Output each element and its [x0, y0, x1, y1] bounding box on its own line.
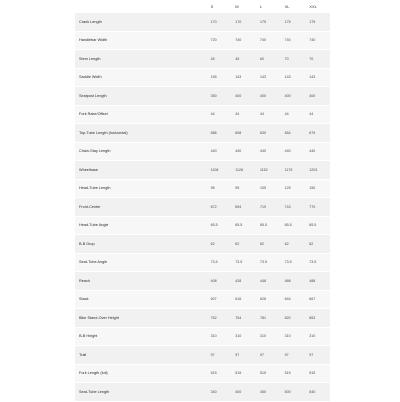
size-value-cell: 143	[256, 69, 281, 87]
size-value-cell: 73.5	[281, 254, 306, 272]
size-value-cell: 616	[231, 291, 256, 309]
size-value-cell: 608	[231, 124, 256, 142]
size-value-cell: 1128	[231, 161, 256, 179]
size-value-cell: 70	[305, 50, 330, 68]
table-row	[75, 106, 330, 124]
size-value-cell: 95	[231, 180, 256, 198]
size-value-cell: 73.5	[256, 254, 281, 272]
size-header-xxl: XXL	[305, 1, 330, 12]
size-value-cell: 44	[256, 106, 281, 124]
size-value-cell: 350	[207, 87, 232, 105]
size-value-cell: 73.5	[305, 254, 330, 272]
size-value-cell: 73.5	[207, 254, 232, 272]
row-label: Seat-Tube Length	[75, 383, 207, 401]
size-value-cell: 97	[305, 346, 330, 364]
size-value-cell: 65.5	[231, 217, 256, 235]
size-value-cell: 654	[281, 124, 306, 142]
size-value-cell: 754	[231, 309, 256, 327]
geometry-rows	[75, 13, 330, 401]
size-value-cell: 44	[281, 106, 306, 124]
table-row	[75, 346, 330, 364]
size-value-cell: 310	[305, 328, 330, 346]
size-value-cell: 62	[231, 235, 256, 253]
row-label: Stem Length	[75, 50, 207, 68]
table-row	[75, 87, 330, 105]
size-value-cell: 1152	[256, 161, 281, 179]
table-row	[75, 32, 330, 50]
table-row	[75, 328, 330, 346]
table-row	[75, 217, 330, 235]
size-value-cell: 1175	[281, 161, 306, 179]
row-label: Head-Tube Length	[75, 180, 207, 198]
row-label: Wheelbase	[75, 161, 207, 179]
table-row	[75, 272, 330, 290]
row-label: B-B Height	[75, 328, 207, 346]
size-value-cell: 630	[256, 124, 281, 142]
table-row	[75, 254, 330, 272]
table-row	[75, 383, 330, 401]
size-value-cell: 644	[281, 291, 306, 309]
size-value-cell: 468	[281, 272, 306, 290]
row-label: Reach	[75, 272, 207, 290]
header-blank	[75, 1, 207, 12]
size-value-cell: 44	[305, 106, 330, 124]
size-value-cell: 143	[281, 69, 306, 87]
size-value-cell: 719	[256, 198, 281, 216]
size-value-cell: 515	[231, 365, 256, 383]
size-value-cell: 310	[231, 328, 256, 346]
size-value-cell: 853	[305, 309, 330, 327]
size-value-cell: 428	[231, 272, 256, 290]
size-value-cell: 515	[256, 365, 281, 383]
size-header-row	[75, 1, 330, 12]
size-value-cell: 175	[281, 13, 306, 31]
row-label: Fork Length (full)	[75, 365, 207, 383]
size-value-cell: 740	[231, 32, 256, 50]
size-value-cell: 62	[256, 235, 281, 253]
size-value-cell: 586	[207, 124, 232, 142]
size-value-cell: 515	[305, 365, 330, 383]
size-value-cell: 488	[305, 272, 330, 290]
size-value-cell: 73.5	[231, 254, 256, 272]
row-label: Stack	[75, 291, 207, 309]
row-label: B-B Drop	[75, 235, 207, 253]
table-row	[75, 13, 330, 31]
size-value-cell: 65.5	[281, 217, 306, 235]
size-value-cell: 97	[231, 346, 256, 364]
size-value-cell: 515	[207, 365, 232, 383]
size-value-cell: 1203	[305, 161, 330, 179]
table-row	[75, 143, 330, 161]
size-value-cell: 97	[207, 346, 232, 364]
size-value-cell: 500	[281, 383, 306, 401]
size-value-cell: 150	[305, 180, 330, 198]
size-header-m: M	[231, 1, 256, 12]
size-value-cell: 65.5	[256, 217, 281, 235]
row-label: Handlebar Width	[75, 32, 207, 50]
size-value-cell: 65.5	[207, 217, 232, 235]
size-value-cell: 694	[231, 198, 256, 216]
size-value-cell: 340	[207, 383, 232, 401]
size-value-cell: 450	[256, 383, 281, 401]
row-label: Crank Length	[75, 13, 207, 31]
size-value-cell: 667	[305, 291, 330, 309]
size-value-cell: 125	[281, 180, 306, 198]
size-value-cell: 408	[207, 272, 232, 290]
size-value-cell: 820	[281, 309, 306, 327]
size-value-cell: 143	[305, 69, 330, 87]
size-value-cell: 440	[281, 143, 306, 161]
size-value-cell: 97	[281, 346, 306, 364]
row-label: Saddle Width	[75, 69, 207, 87]
table-row	[75, 365, 330, 383]
geometry-table	[75, 0, 330, 402]
size-value-cell: 1108	[207, 161, 232, 179]
size-value-cell: 175	[305, 13, 330, 31]
size-value-cell: 95	[207, 180, 232, 198]
size-value-cell: 70	[281, 50, 306, 68]
size-value-cell: 170	[231, 13, 256, 31]
size-value-cell: 626	[256, 291, 281, 309]
size-value-cell: 440	[231, 143, 256, 161]
table-row	[75, 180, 330, 198]
size-value-cell: 175	[256, 13, 281, 31]
size-value-cell: 400	[256, 87, 281, 105]
size-header-l: L	[256, 1, 281, 12]
row-label: Seat-Tube Angle	[75, 254, 207, 272]
table-row	[75, 124, 330, 142]
row-label: Seatpost Length	[75, 87, 207, 105]
size-value-cell: 400	[231, 383, 256, 401]
size-value-cell: 60	[256, 50, 281, 68]
size-value-cell: 62	[281, 235, 306, 253]
size-value-cell: 65.5	[305, 217, 330, 235]
size-value-cell: 743	[281, 198, 306, 216]
size-value-cell: 440	[305, 143, 330, 161]
row-label: Top-Tube Length (horizontal)	[75, 124, 207, 142]
table-row	[75, 309, 330, 327]
size-header-xl: XL	[281, 1, 306, 12]
size-value-cell: 679	[305, 124, 330, 142]
size-value-cell: 740	[305, 32, 330, 50]
row-label: Front-Center	[75, 198, 207, 216]
size-value-cell: 143	[231, 69, 256, 87]
size-value-cell: 45	[231, 50, 256, 68]
size-value-cell: 170	[207, 13, 232, 31]
size-value-cell: 310	[256, 328, 281, 346]
table-row	[75, 291, 330, 309]
size-value-cell: 400	[281, 87, 306, 105]
size-value-cell: 155	[207, 69, 232, 87]
row-label: Bike Stand-Over Height	[75, 309, 207, 327]
size-value-cell: 752	[207, 309, 232, 327]
table-row	[75, 198, 330, 216]
size-value-cell: 45	[207, 50, 232, 68]
size-value-cell: 44	[207, 106, 232, 124]
size-value-cell: 440	[256, 143, 281, 161]
table-row	[75, 161, 330, 179]
size-value-cell: 310	[281, 328, 306, 346]
size-value-cell: 97	[256, 346, 281, 364]
size-value-cell: 740	[256, 32, 281, 50]
size-value-cell: 440	[207, 143, 232, 161]
size-value-cell: 515	[281, 365, 306, 383]
size-value-cell: 400	[305, 87, 330, 105]
size-value-cell: 44	[231, 106, 256, 124]
size-value-cell: 740	[281, 32, 306, 50]
size-value-cell: 105	[256, 180, 281, 198]
size-value-cell: 400	[231, 87, 256, 105]
size-value-cell: 672	[207, 198, 232, 216]
size-value-cell: 448	[256, 272, 281, 290]
size-value-cell: 770	[305, 198, 330, 216]
row-label: Trail	[75, 346, 207, 364]
size-header-s: S	[207, 1, 232, 12]
table-row	[75, 69, 330, 87]
table-row	[75, 50, 330, 68]
size-value-cell: 720	[207, 32, 232, 50]
size-value-cell: 62	[207, 235, 232, 253]
size-value-cell: 540	[305, 383, 330, 401]
size-value-cell: 310	[207, 328, 232, 346]
row-label: Fork Rake/Offset	[75, 106, 207, 124]
size-value-cell: 607	[207, 291, 232, 309]
row-label: Chain-Stay Length	[75, 143, 207, 161]
table-row	[75, 235, 330, 253]
row-label: Head-Tube Angle	[75, 217, 207, 235]
size-value-cell: 781	[256, 309, 281, 327]
size-value-cell: 62	[305, 235, 330, 253]
